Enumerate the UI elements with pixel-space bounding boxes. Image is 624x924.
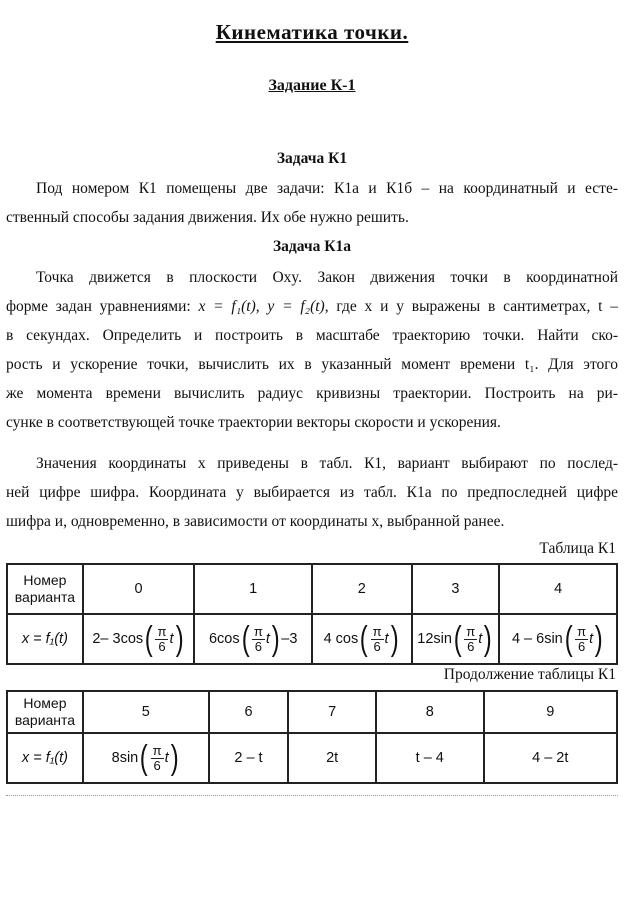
- formula-cell: 8sin ( $\frac{\pi}{6}$ t ): [83, 733, 209, 783]
- fraction-numerator: π: [157, 623, 167, 639]
- variant-cell: 9: [484, 691, 617, 733]
- variant-cell: 5: [83, 691, 209, 733]
- text-line: рость и ускорение точки, вычислить их в указанный момент времени t₁. Для этого: [6, 356, 618, 373]
- formula-text: 4 cos: [323, 631, 359, 647]
- header-label: Номер: [23, 572, 67, 588]
- text-line: ней цифре шифра. Координата y выбирается из табл. К1а по предпоследней цифре: [6, 484, 618, 501]
- task-k1a-paragraph-2: [6, 449, 618, 536]
- fraction-denominator: 6: [158, 638, 166, 654]
- formula-cell: 4 – 2t: [484, 733, 617, 783]
- table-header-row: [7, 564, 617, 614]
- fraction-denominator: 6: [467, 638, 475, 654]
- formula-text: 2– 3cos: [92, 631, 144, 647]
- formula-cell: t – 4: [376, 733, 484, 783]
- text-line: сунке в соответствующей точке траектории векторы скорости и ускорения.: [6, 414, 501, 431]
- formula-var: t: [265, 631, 270, 647]
- header-label: варианта: [14, 712, 76, 728]
- row-label: x = f₁(t): [7, 614, 83, 664]
- header-label: варианта: [14, 589, 75, 605]
- text-line: [6, 292, 618, 321]
- row-label: x = f₁(t): [7, 733, 83, 783]
- task-k1a-heading: Задача К1а: [272, 238, 351, 255]
- variant-cell: 8: [376, 691, 484, 733]
- formula-text: 8sin: [111, 750, 139, 766]
- formula-cell: 2 – t: [209, 733, 289, 783]
- table-k1-continuation-caption: Продолжение таблицы К1: [443, 666, 616, 683]
- fraction-numerator: π: [577, 623, 587, 639]
- variant-cell: 3: [412, 564, 500, 614]
- text-line: Под номером К1 помещены две задачи: К1а и К1б – на координатный и есте-: [36, 180, 618, 197]
- variant-cell: 4: [499, 564, 617, 614]
- text-fragment: форме задан уравнениями:: [6, 298, 199, 315]
- formula-var: t: [384, 631, 389, 647]
- formula-cell: 2– 3cos ( $\frac{\pi}{6}$ t ): [83, 614, 195, 664]
- table-k1-caption: Таблица К1: [539, 540, 616, 557]
- task-k1-heading: Задача К1: [276, 150, 348, 167]
- task-k1-paragraph: [6, 174, 618, 232]
- formula-var: t: [589, 631, 594, 647]
- fraction-numerator: π: [152, 742, 162, 758]
- text-line: ственный способы задания движения. Их обе нужно решить.: [6, 209, 409, 226]
- fraction-numerator: π: [466, 623, 476, 639]
- formula-cell: 12sin ( $\frac{\pi}{6}$ t ): [412, 614, 500, 664]
- formula-cell: 4 cos ( $\frac{\pi}{6}$ t ): [312, 614, 412, 664]
- formula-var: t: [164, 750, 169, 766]
- header-label: Номер: [23, 695, 67, 711]
- page-subtitle: Задание К-1: [268, 77, 356, 94]
- fraction-denominator: 6: [373, 638, 381, 654]
- table-k1: [6, 563, 618, 665]
- formula-text: 6cos: [208, 631, 240, 647]
- formula-text: –3: [281, 631, 298, 647]
- formula-cell: 4 – 6sin ( $\frac{\pi}{6}$ t ): [499, 614, 617, 664]
- header-cell: [7, 564, 83, 614]
- formula-cell: 6cos ( $\frac{\pi}{6}$ t ) –3: [194, 614, 312, 664]
- fraction-denominator: 6: [254, 638, 263, 654]
- table-k1-continuation: [6, 690, 618, 784]
- table-formula-row: [7, 733, 617, 783]
- variant-cell: 6: [209, 691, 289, 733]
- fraction-denominator: 6: [577, 638, 586, 654]
- text-line: в секундах. Определить и построить в масштабе траекторию точки. Найти ско-: [6, 327, 618, 344]
- page-separator: [6, 795, 618, 796]
- formula-cell: 2t: [288, 733, 376, 783]
- table-header-row: [7, 691, 617, 733]
- page-title: Кинематика точки.: [215, 20, 409, 44]
- text-line: шифра и, одновременно, в зависимости от координаты x, выбранной ранее.: [6, 513, 505, 530]
- text-line: же момента времени вычислить радиус кривизны траектории. Построить на ри-: [6, 385, 618, 402]
- fraction-numerator: π: [253, 623, 263, 639]
- variant-cell: 2: [312, 564, 412, 614]
- table-formula-row: [7, 614, 617, 664]
- variant-cell: 1: [194, 564, 312, 614]
- header-cell: [7, 691, 83, 733]
- variant-cell: 0: [83, 564, 195, 614]
- variant-cell: 7: [288, 691, 376, 733]
- text-line: Значения координаты x приведены в табл. К1, вариант выбирают по послед-: [36, 455, 618, 472]
- formula-text: 4 – 6sin: [511, 631, 563, 647]
- text-fragment: , где x и y выражены в сантиметрах, t –: [324, 298, 619, 315]
- formula-text: 12sin: [417, 631, 452, 647]
- formula-var: t: [169, 631, 174, 647]
- formula-inline: x = f₁(t), y = f₂(t): [198, 298, 325, 315]
- fraction-numerator: π: [372, 623, 382, 639]
- formula-var: t: [478, 631, 483, 647]
- fraction-denominator: 6: [153, 757, 161, 773]
- task-k1a-paragraph-1: [6, 263, 618, 437]
- text-line: Точка движется в плоскости Oxy. Закон движения точки в координатной: [36, 269, 618, 286]
